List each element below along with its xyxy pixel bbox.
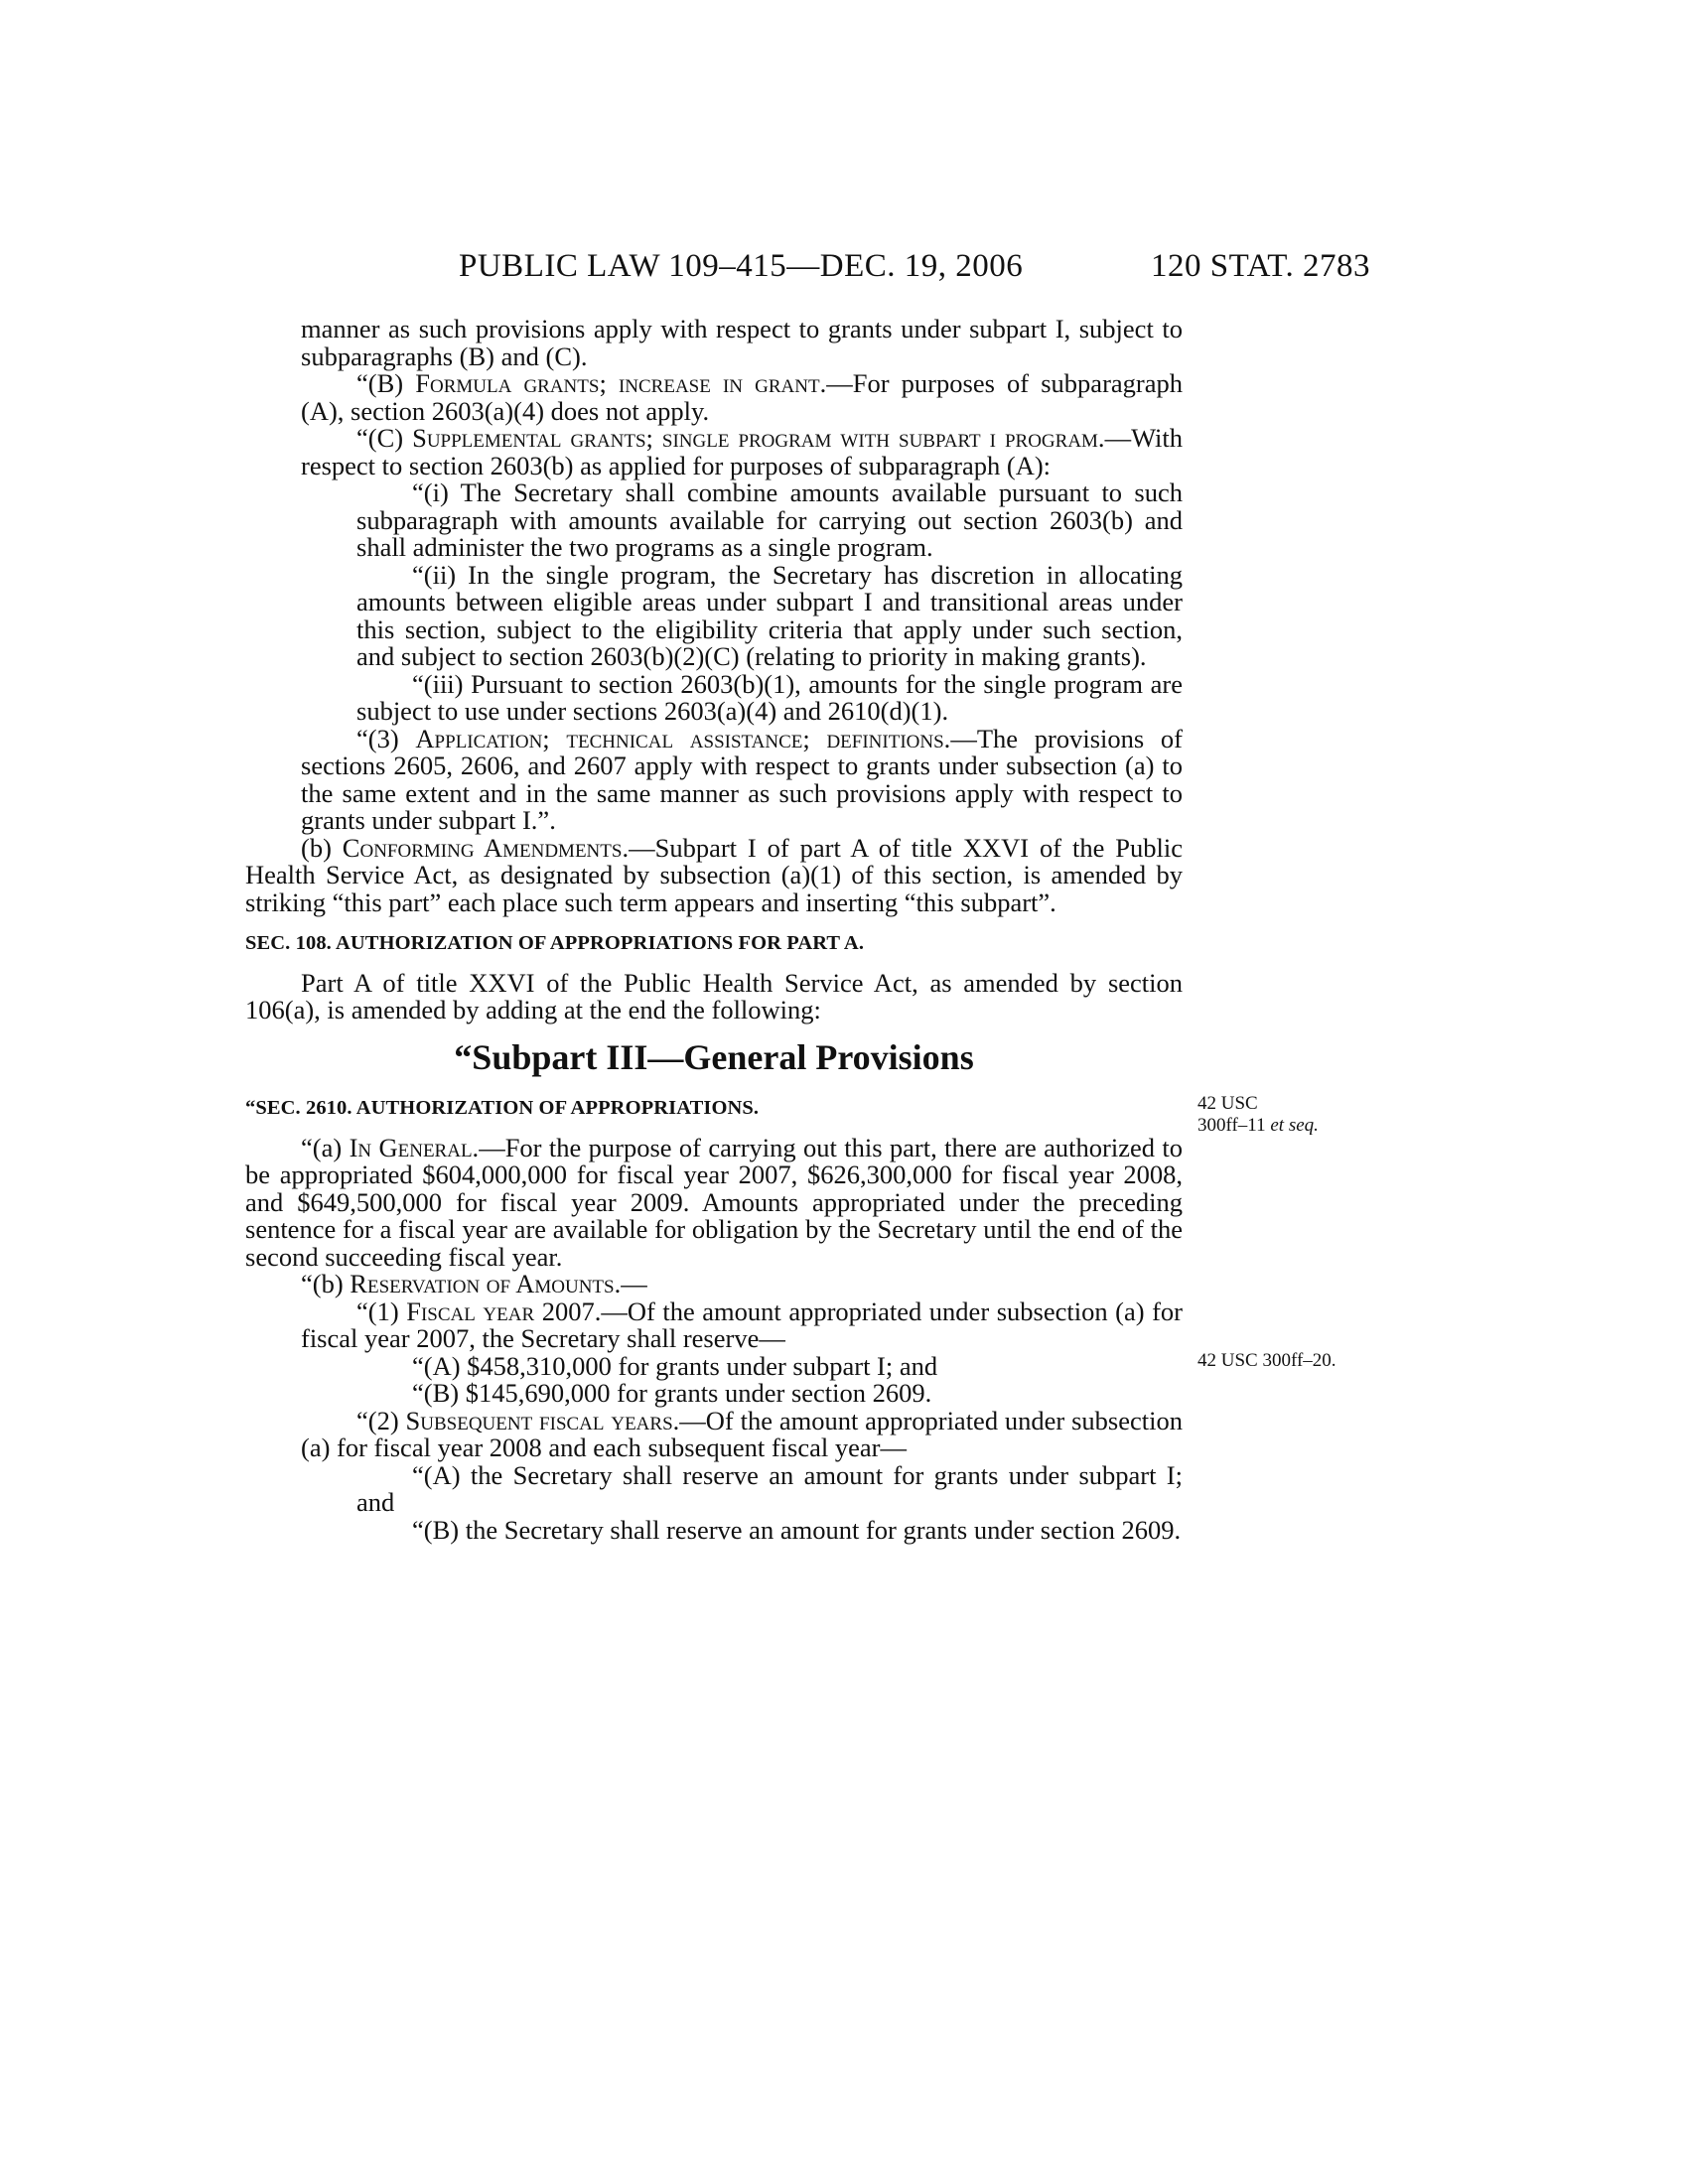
text: “(B) the Secretary shall reserve an amount for grants under section 2609. bbox=[412, 1514, 1182, 1545]
paragraph-2-subsequent-years bbox=[301, 1405, 1183, 1462]
paragraph-b-formula-grants bbox=[301, 370, 1183, 425]
text: —Subpart I of part A of title XXVI of the Public Health Service Act, as designated by subsection (a)(1) of this section, is amended by striking “this part” each place such term appears and inserting “this subpart”. bbox=[245, 832, 1183, 917]
clause-ii bbox=[301, 559, 1183, 671]
margin-note-usc-cite-1 bbox=[1197, 1093, 1319, 1137]
paragraph-3-application bbox=[301, 723, 1184, 835]
margin-note-usc-cite-2: 42 USC 300ff–20. bbox=[1197, 1350, 1336, 1371]
text: Part A of title XXVI of the Public Health Service Act, as amended by section 106(a), is amended by adding at the end the following: bbox=[245, 967, 1183, 1024]
text: — bbox=[621, 1269, 647, 1298]
text: —For purposes of subparagraph (A), section 2603(a)(4) does not apply. bbox=[301, 368, 1183, 426]
text: “(A) the Secretary shall reserve an amount for grants under subpart I; and bbox=[356, 1459, 1183, 1517]
paragraph-c-supplemental-grants bbox=[301, 425, 1183, 479]
text: “(3) bbox=[356, 723, 416, 753]
paragraph-1-fiscal-2007 bbox=[301, 1298, 1183, 1353]
small-caps-heading: Application; technical assistance; definitions. bbox=[415, 723, 951, 753]
subsection-b-reservation bbox=[245, 1271, 1183, 1298]
text: —The provisions of sections 2605, 2606, and 2607 apply with respect to grants under subsection (a) to the same extent and in the same manner as such provisions apply with respect to grants under subpart I.”. bbox=[301, 723, 1184, 835]
text: —For the purpose of carrying out this part, there are authorized to be appropriated $604,000,000 for fiscal year 2007, $626,300,000 for fiscal year 2008, and $649,500,000 for fiscal year 2009. Amounts appropriated under the preceding sentence for a fiscal year are available for obligation by the Secretary until the end of the second succeeding fiscal year. bbox=[245, 1132, 1183, 1272]
law-text-body bbox=[245, 314, 1184, 1545]
text: —Of the amount appropriated under subsection (a) for fiscal year 2007, the Secretary shall reserve— bbox=[301, 1296, 1184, 1353]
subparagraph-b-amount bbox=[301, 1380, 1183, 1408]
text: —Of the amount appropriated under subsection (a) for fiscal year 2008 and each subsequent fiscal year— bbox=[301, 1405, 1183, 1462]
margin-note-line: 42 USC bbox=[1197, 1093, 1258, 1114]
text: “(i) The Secretary shall combine amounts available pursuant to such subparagraph with amounts available for carrying out section 2603(b) and shall administer the two programs as a single program. bbox=[356, 478, 1183, 562]
subparagraph-a-amount bbox=[301, 1350, 1183, 1381]
text: “(a) bbox=[301, 1132, 350, 1162]
clause-iii bbox=[301, 668, 1183, 726]
text: —With respect to section 2603(b) as applied for purposes of subparagraph (A): bbox=[301, 423, 1183, 480]
subpart-iii-heading: “Subpart III—General Provisions bbox=[454, 1036, 974, 1077]
clause-i bbox=[301, 479, 1183, 562]
section-108-text bbox=[245, 967, 1183, 1024]
text: “(B) bbox=[356, 368, 416, 398]
small-caps-heading: Formula grants; increase in grant. bbox=[415, 368, 827, 398]
margin-note-line bbox=[1197, 1115, 1319, 1137]
subparagraph-b-reserve bbox=[301, 1514, 1183, 1545]
subsection-a-in-general bbox=[245, 1132, 1183, 1272]
small-caps-heading: Fiscal year 2007. bbox=[406, 1296, 602, 1326]
small-caps-heading: Conforming Amendments. bbox=[342, 832, 630, 863]
text: “(iii) Pursuant to section 2603(b)(1), amounts for the single program are subject to use under sections 2603(a)(4) and 2610(d)(1). bbox=[356, 668, 1183, 726]
running-header-page: 120 STAT. 2783 bbox=[1151, 248, 1371, 284]
section-108-heading: SEC. 108. AUTHORIZATION OF APPROPRIATIONS FOR PART A. bbox=[245, 932, 865, 954]
small-caps-heading: Supplemental grants; single program with subpart i program. bbox=[412, 423, 1105, 453]
text: “(b) bbox=[301, 1269, 351, 1298]
text: “(C) bbox=[356, 423, 413, 453]
text: 300ff–11 bbox=[1197, 1115, 1266, 1136]
text: (b) bbox=[301, 832, 343, 863]
paragraph-continuation bbox=[301, 316, 1183, 370]
text: “(2) bbox=[356, 1405, 406, 1435]
text: “(1) bbox=[356, 1296, 407, 1326]
small-caps-heading: In General. bbox=[349, 1132, 480, 1162]
text: “(ii) In the single program, the Secretary has discretion in allocating amounts between eligible areas under subpart I and transitional areas under this section, subject to the eligibility criteria that apply under such section, and subject to section 2603(b)(2)(C) (relating to priority in making grants). bbox=[356, 559, 1183, 671]
text: “(A) $458,310,000 for grants under subpart I; and bbox=[412, 1350, 938, 1381]
italic-text: et seq. bbox=[1270, 1115, 1319, 1136]
running-header-title: PUBLIC LAW 109–415—DEC. 19, 2006 bbox=[459, 248, 1024, 284]
text: “(B) $145,690,000 for grants under section 2609. bbox=[412, 1378, 932, 1408]
text: manner as such provisions apply with respect to grants under subpart I, subject to subparagraphs (B) and (C). bbox=[301, 314, 1183, 371]
subsection-b-conforming bbox=[245, 832, 1183, 917]
small-caps-heading: Subsequent fiscal years. bbox=[405, 1405, 680, 1435]
subparagraph-a-reserve bbox=[301, 1459, 1183, 1517]
small-caps-heading: Reservation of Amounts. bbox=[350, 1269, 622, 1298]
section-2610-heading: “SEC. 2610. AUTHORIZATION OF APPROPRIATIONS. bbox=[245, 1097, 760, 1119]
